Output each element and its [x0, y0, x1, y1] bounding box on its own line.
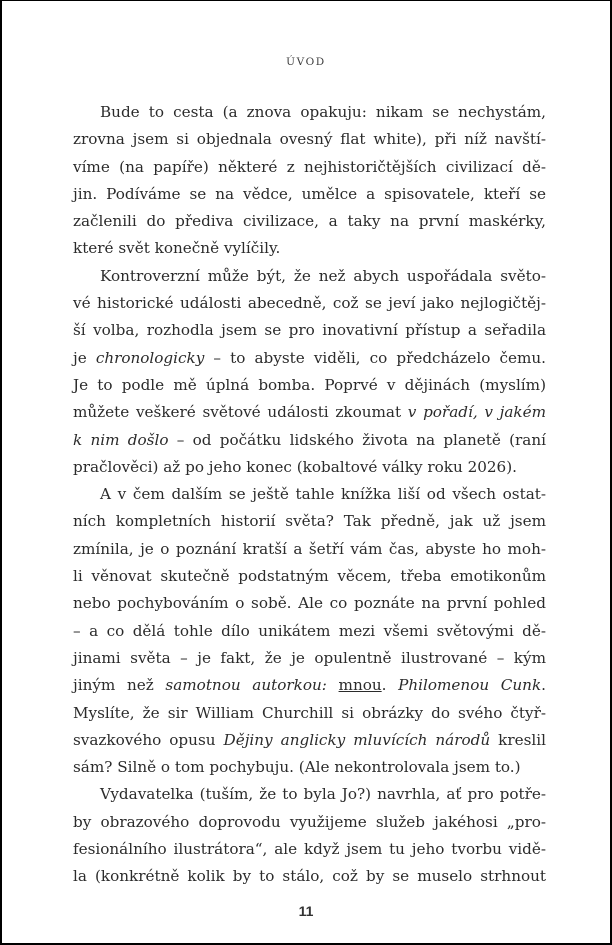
italic-text: samotnou autorkou:	[165, 676, 327, 695]
text-line: Myslíte, že sir William Churchill si obrázky do svého čtyř-	[73, 703, 546, 722]
text-line: ních kompletních historií světa? Tak předně, jak už jsem	[73, 512, 546, 531]
body-text	[73, 99, 546, 891]
paragraph-1	[73, 99, 546, 263]
running-head: ÚVOD	[286, 56, 326, 68]
text-run: – od počátku lidského života na planetě (raní	[168, 430, 546, 449]
italic-text: k nim došlo	[73, 430, 169, 449]
text-line: pračlověci) až po jeho konec (kobaltové války roku 2026).	[73, 457, 517, 476]
text-line	[73, 672, 546, 699]
text-line: začlenili do přediva civilizace, a taky na první maskérky,	[73, 212, 546, 231]
text-line: A v čem dalším se ještě tahle knížka liší od všech ostat-	[100, 485, 546, 504]
page-number: 11	[298, 903, 314, 919]
text-line: Kontroverzní může být, že než abych uspořádala světo-	[100, 266, 546, 285]
text-run: můžete veškeré světové události zkoumat	[73, 403, 408, 422]
text-line: ší volba, rozhodla jsem se pro inovativní přístup a seřadila	[73, 321, 546, 340]
text-line: la (konkrétně kolik by to stálo, což by se muselo strhnout	[73, 867, 546, 886]
text-run: je	[73, 348, 96, 367]
text-line	[73, 345, 546, 372]
text-line: nebo pochybováním o sobě. Ale co poznáte na první pohled	[73, 594, 546, 613]
text-line	[73, 727, 546, 754]
text-line: víme (na papíře) některé z nejhistoričtějších civilizací dě-	[73, 157, 546, 176]
italic-text: chronologicky	[95, 348, 205, 367]
text-run	[327, 676, 339, 694]
text-line: li věnovat skutečně podstatným věcem, třeba emotikonům	[73, 567, 546, 586]
text-line: sám? Silně o tom pochybuju. (Ale nekontrolovala jsem to.)	[73, 758, 521, 777]
text-line	[73, 427, 546, 454]
text-line: fesionálního ilustrátora“, ale když jsem tu jeho tvorbu vidě-	[73, 840, 546, 859]
text-line: – a co dělá tohle dílo unikátem mezi všemi světovými dě-	[73, 621, 546, 640]
text-run: jiným než	[73, 676, 166, 695]
text-line: Vydavatelka (tuším, že to byla Jo?) navrhla, ať pro potře-	[100, 785, 546, 804]
italic-text: Philomenou Cunk	[398, 676, 542, 695]
underlined-text: mnou	[338, 676, 382, 695]
text-run: svazkového opusu	[73, 730, 224, 749]
italic-text: v pořadí, v jakém	[407, 403, 546, 422]
text-run: .	[541, 676, 546, 695]
text-run: .	[381, 676, 399, 695]
text-run: – to abyste viděli, co předcházelo čemu.	[204, 348, 546, 367]
text-run: kreslil	[490, 730, 546, 749]
text-line: vé historické události abecedně, což se jeví jako nejlogičtěj-	[73, 294, 546, 313]
paragraph-4	[73, 781, 546, 890]
text-line: by obrazového doprovodu využijeme služeb jakéhosi „pro-	[73, 812, 546, 831]
text-line: které svět konečně vylíčily.	[73, 239, 281, 258]
text-line	[73, 399, 546, 426]
paragraph-3	[73, 481, 546, 781]
paragraph-2	[73, 263, 546, 481]
italic-book-title: Dějiny anglicky mluvících národů	[223, 730, 491, 749]
text-line: Je to podle mě úplná bomba. Poprvé v dějinách (myslím)	[73, 375, 546, 394]
text-line: jin. Podíváme se na vědce, umělce a spisovatele, kteří se	[73, 184, 546, 203]
text-line: Bude to cesta (a znova opakuju: nikam se nechystám,	[100, 103, 546, 121]
text-line: jinami světa – je fakt, že je opulentně ilustrované – kým	[73, 648, 546, 667]
text-line: zrovna jsem si objednala ovesný flat white), při níž navští-	[73, 130, 546, 149]
text-line: zmínila, je o poznání kratší a šetří vám čas, abyste ho moh-	[73, 539, 546, 558]
